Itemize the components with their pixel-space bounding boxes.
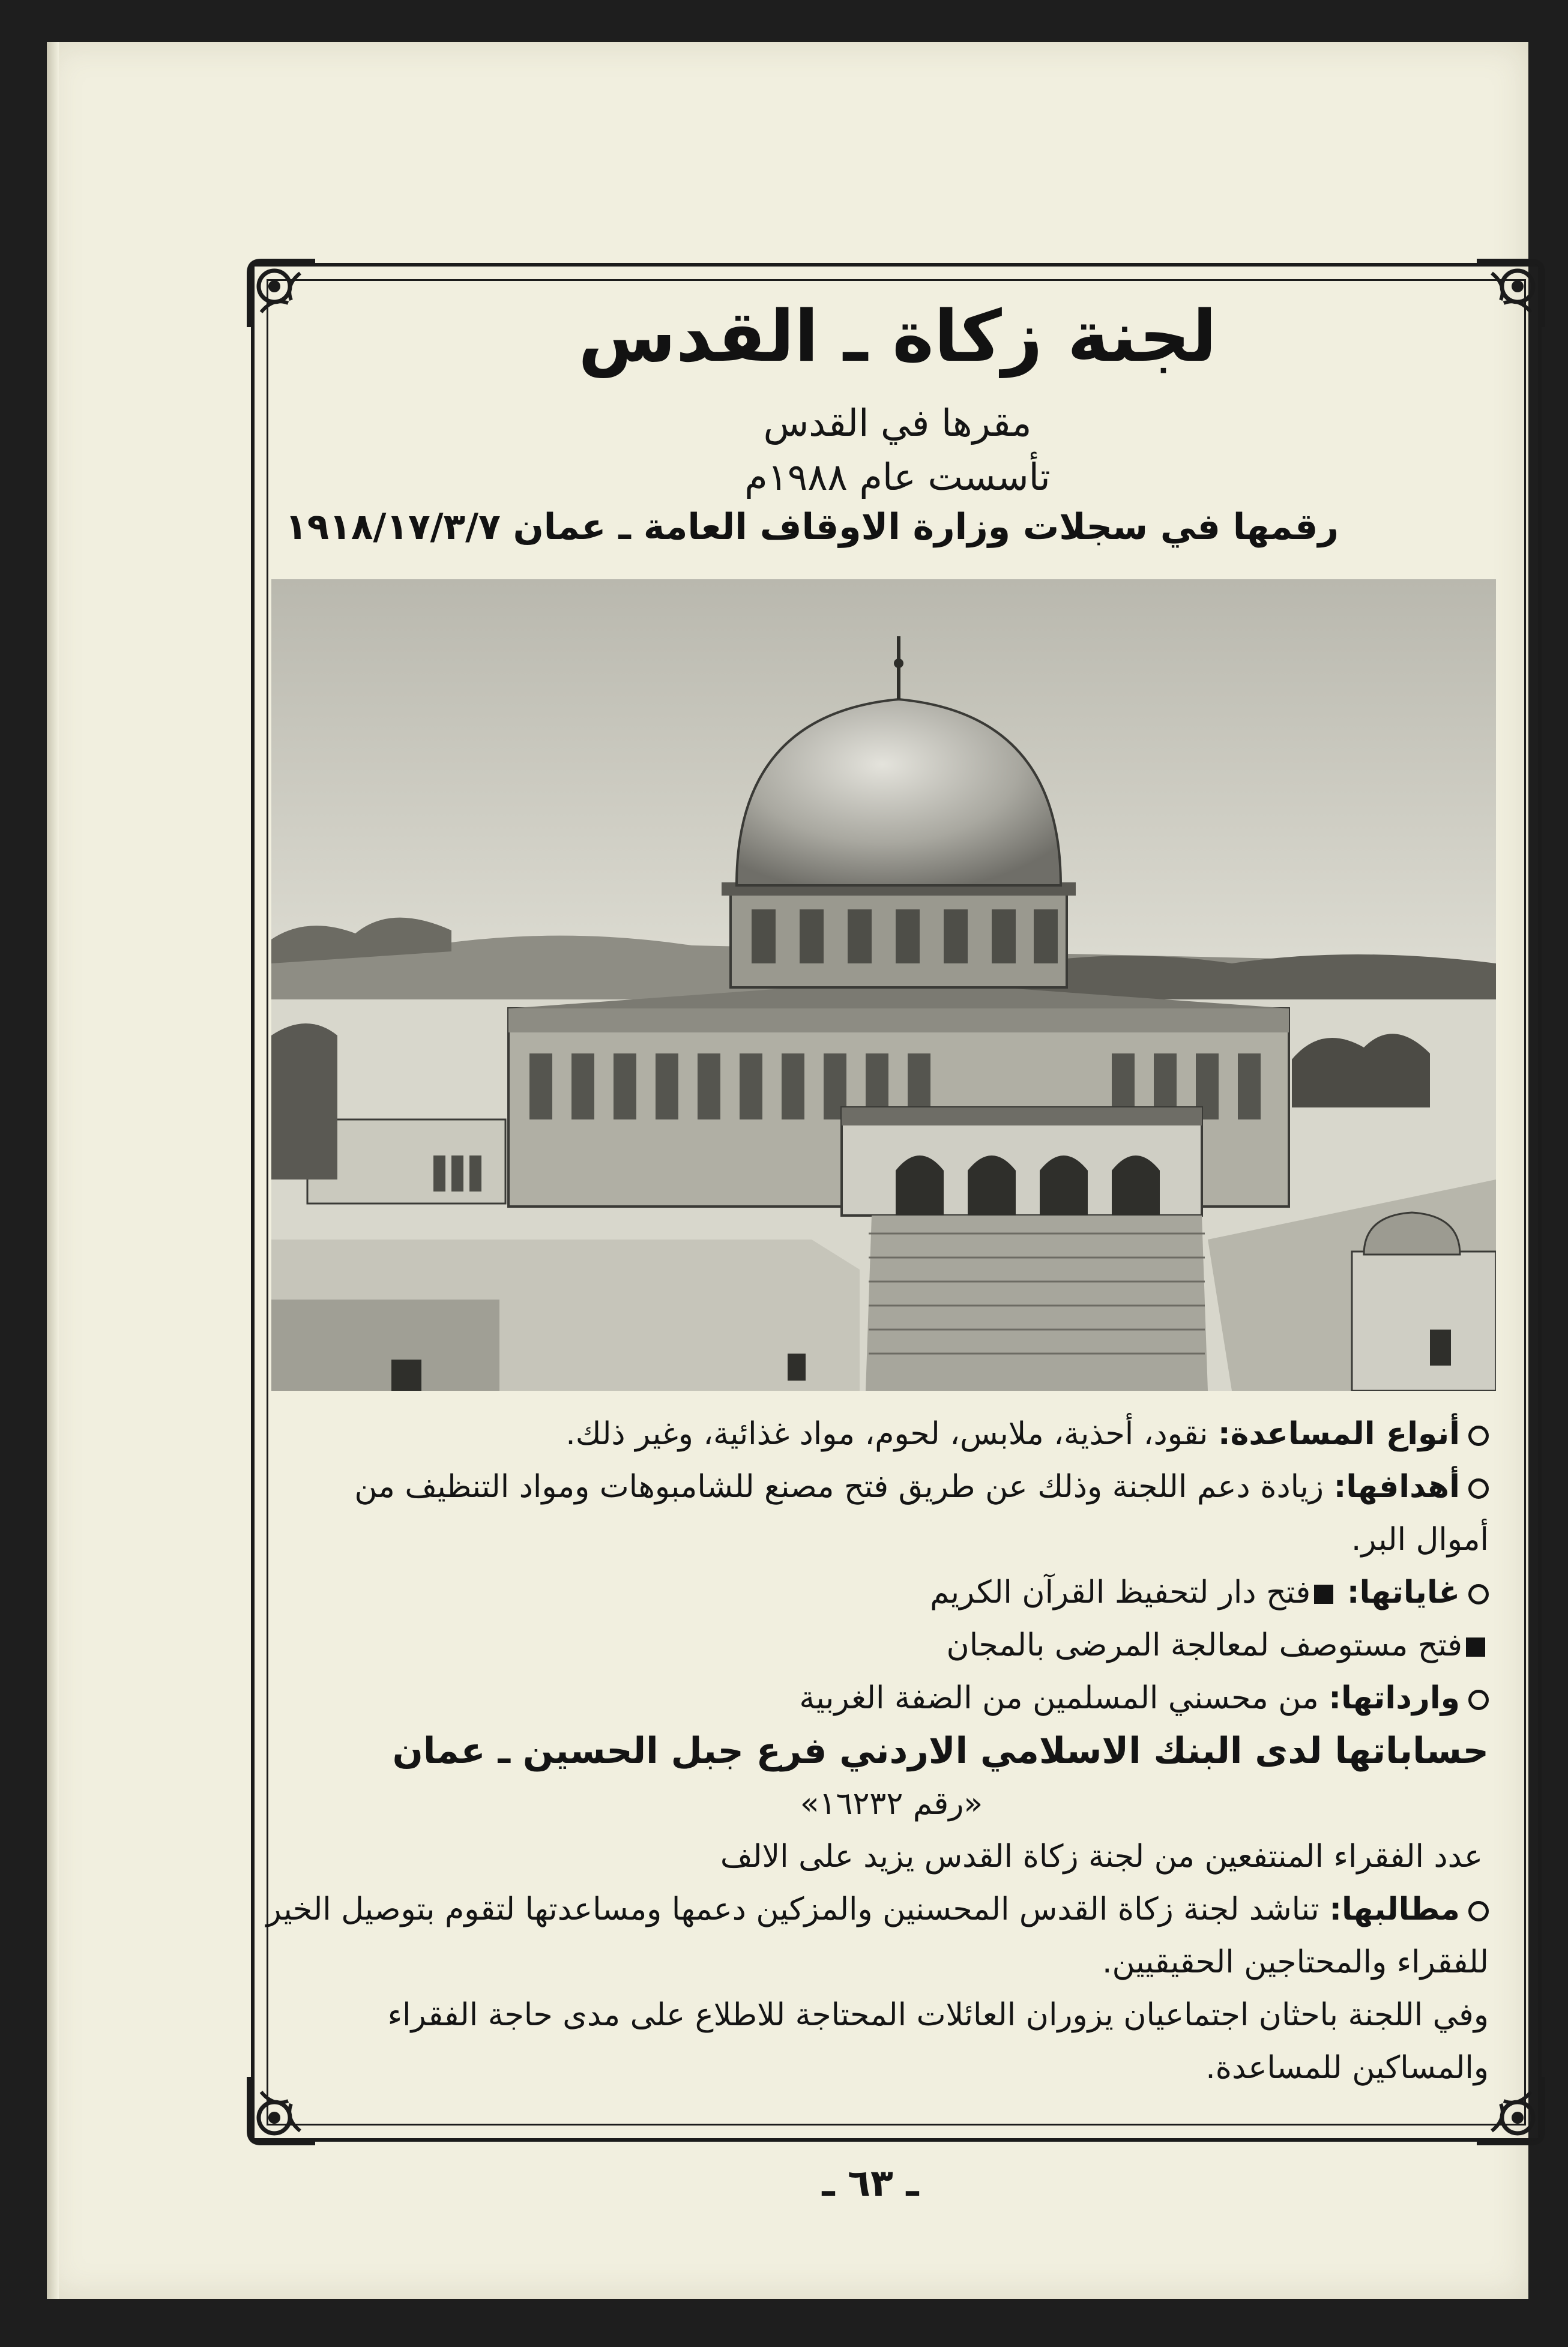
income-text: من محسني المسلمين من الضفة الغربية (799, 1680, 1319, 1716)
demands-text: تناشد لجنة زكاة القدس المحسنين والمزكين دعمها ومساعدتها لتقوم بتوصيل الخير (266, 1891, 1319, 1927)
aid-types-label: أنواع المساعدة: (1217, 1416, 1460, 1452)
circle-bullet-icon (1468, 1426, 1489, 1446)
square-bullet-icon (1466, 1637, 1485, 1657)
page-gutter (47, 42, 59, 2299)
demands-line-2: للفقراء والمحتاجين الحقيقيين. (1102, 1944, 1489, 1980)
aims-label: غاياتها: (1346, 1574, 1460, 1610)
goals-line (294, 1460, 1489, 1513)
income-label: وارداتها: (1328, 1680, 1460, 1716)
aid-types-line (294, 1408, 1489, 1460)
income-line (294, 1672, 1489, 1725)
aims-item-1: فتح دار لتحفيظ القرآن الكريم (930, 1574, 1311, 1610)
circle-bullet-icon (1468, 1690, 1489, 1710)
circle-bullet-icon (1468, 1584, 1489, 1604)
beneficiaries-line: عدد الفقراء المنتفعين من لجنة زكاة القدس يزيد على الالف (720, 1839, 1483, 1875)
circle-bullet-icon (1468, 1478, 1489, 1499)
aims-line-2 (294, 1619, 1489, 1672)
seat-line: مقرها في القدس (763, 401, 1032, 445)
researchers-line: وفي اللجنة باحثان اجتماعيان يزوران العائلات المحتاجة للاطلاع على مدى حاجة الفقراء (387, 1997, 1489, 2033)
aims-line (294, 1566, 1489, 1619)
aims-item-2: فتح مستوصف لمعالجة المرضى بالمجان (946, 1627, 1462, 1663)
body-text (266, 1408, 1489, 2094)
registration-line: رقمها في سجلات وزارة الاوقاف العامة ـ عمان ١٩١٨/١٧/٣/٧ (285, 506, 1339, 548)
circle-bullet-icon (1468, 1901, 1489, 1921)
aid-types-text: نقود، أحذية، ملابس، لحوم، مواد غذائية، وغير ذلك. (565, 1416, 1208, 1452)
demands-line (266, 1883, 1489, 1936)
demands-label: مطالبها: (1329, 1891, 1460, 1927)
goals-label: أهدافها: (1333, 1469, 1460, 1505)
goals-line-2: أموال البر. (1351, 1522, 1489, 1558)
page-title: لجنة زكاة ـ القدس (578, 295, 1217, 378)
dome-of-the-rock-photo (271, 579, 1496, 1391)
page-number: ـ ٦٣ ـ (822, 2161, 919, 2205)
researchers-line-2: والمساكين للمساعدة. (1205, 2050, 1489, 2086)
founded-line: تأسست عام ١٩٨٨م (744, 455, 1051, 499)
goals-text: زيادة دعم اللجنة وذلك عن طريق فتح مصنع للشامبوهات ومواد التنظيف من (354, 1469, 1324, 1505)
accounts-line: حساباتها لدى البنك الاسلامي الاردني فرع جبل الحسين ـ عمان (392, 1730, 1489, 1772)
square-bullet-icon (1314, 1585, 1333, 1604)
account-number: «رقم ١٦٢٣٢» (800, 1786, 983, 1822)
